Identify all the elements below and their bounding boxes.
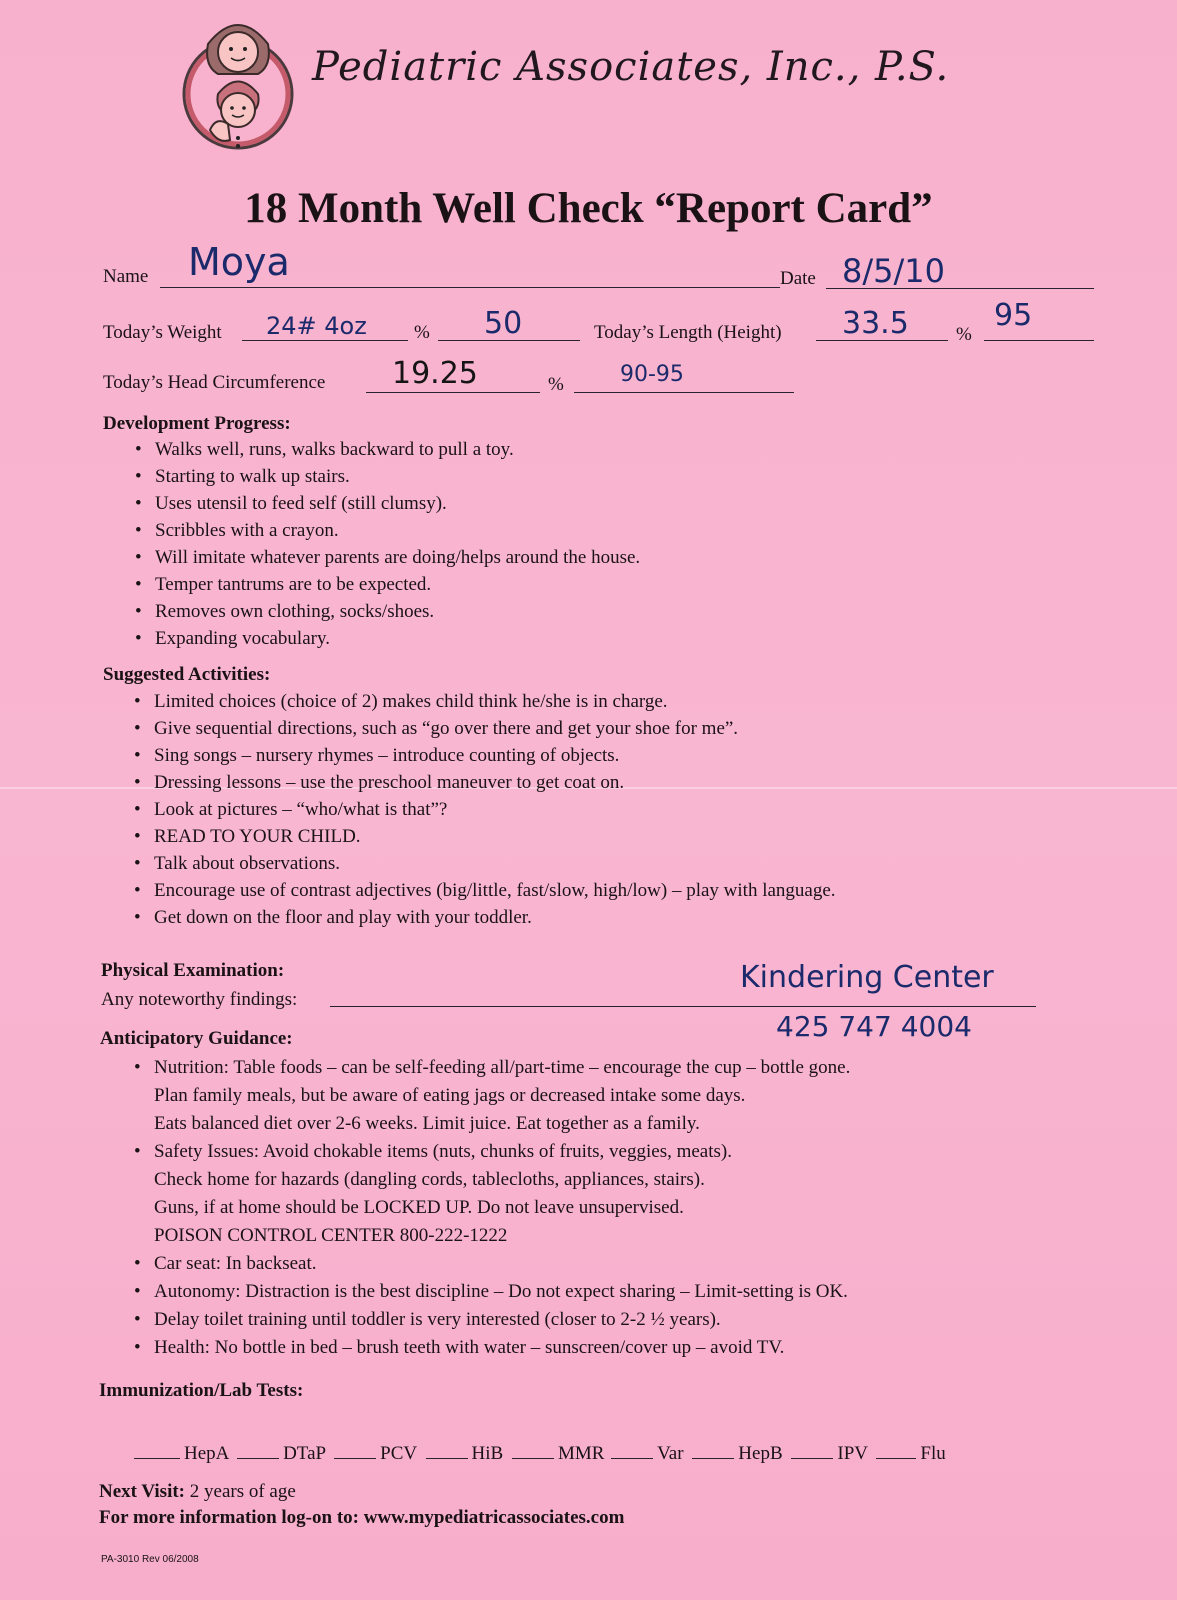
list-item: • Look at pictures – “who/what is that”? [134, 796, 836, 823]
list-item: • Health: No bottle in bed – brush teeth with water – sunscreen/cover up – avoid TV. [134, 1334, 850, 1362]
guidance-heading: Anticipatory Guidance: [100, 1028, 293, 1049]
head-percent-label: % [548, 374, 564, 395]
list-item: • Car seat: In backseat. [134, 1250, 850, 1278]
list-item: • Walks well, runs, walks backward to pull a toy. [135, 436, 640, 463]
name-field[interactable] [160, 287, 780, 288]
safety-line-2: Check home for hazards (dangling cords, tablecloths, appliances, stairs). [154, 1169, 705, 1190]
head-circumference-field[interactable] [366, 392, 540, 393]
hib-label: HiB [471, 1443, 504, 1464]
list-item: • Will imitate whatever parents are doing/helps around the house. [135, 544, 640, 571]
safety-line-1: • Safety Issues: Avoid chokable items (nuts, chunks of fruits, veggies, meats). [154, 1141, 732, 1162]
next-visit-label: Next Visit: [99, 1481, 186, 1502]
list-item: • Temper tantrums are to be expected. [135, 571, 640, 598]
length-label: Today’s Length (Height) [594, 322, 782, 343]
weight-field[interactable] [242, 340, 408, 341]
immunization-row [134, 1440, 946, 1465]
practice-name: Pediatric Associates, Inc., P.S. [312, 44, 950, 90]
list-item: • Give sequential directions, such as “go over there and get your shoe for me”. [134, 715, 836, 742]
name-value: Moya [188, 240, 290, 284]
development-list [135, 436, 640, 652]
head-percentile-field[interactable] [574, 392, 794, 393]
info-line: For more information log-on to: www.mypediatricassociates.com [99, 1507, 625, 1528]
ipv-label: IPV [837, 1443, 868, 1464]
pcv-blank[interactable] [334, 1440, 376, 1459]
weight-percentile-value: 50 [484, 306, 523, 341]
dtap-label: DTaP [283, 1443, 326, 1464]
immunization-heading: Immunization/Lab Tests: [99, 1380, 304, 1401]
list-item: • Talk about observations. [134, 850, 836, 877]
list-item: • Limited choices (choice of 2) makes child think he/she is in charge. [134, 688, 836, 715]
nutrition-line-3: Eats balanced diet over 2-6 weeks. Limit juice. Eat together as a family. [154, 1113, 700, 1134]
list-item: • Encourage use of contrast adjectives (big/little, fast/slow, high/low) – play with language. [134, 877, 836, 904]
next-visit [99, 1481, 296, 1503]
head-percentile-value: 90-95 [620, 362, 684, 387]
length-value: 33.5 [842, 306, 909, 341]
activities-list [134, 688, 836, 931]
var-blank[interactable] [611, 1440, 653, 1459]
nutrition-line-2: Plan family meals, but be aware of eating jags or decreased intake some days. [154, 1085, 746, 1106]
length-percentile-value: 95 [994, 298, 1033, 333]
list-item: • Autonomy: Distraction is the best discipline – Do not expect sharing – Limit-setting is OK. [134, 1278, 850, 1306]
hib-blank[interactable] [426, 1440, 468, 1459]
page-title: 18 Month Well Check “Report Card” [244, 185, 933, 232]
length-percentile-field[interactable] [984, 340, 1094, 341]
physical-heading: Physical Examination: [101, 960, 285, 981]
nutrition-line-1: • Nutrition: Table foods – can be self-feeding all/part-time – encourage the cup – bottle gone. [154, 1057, 851, 1078]
mmr-label: MMR [557, 1443, 605, 1464]
hepb-label: HepB [738, 1443, 783, 1464]
list-item: • Expanding vocabulary. [135, 625, 640, 652]
list-item: • Delay toilet training until toddler is very interested (closer to 2-2 ½ years). [134, 1306, 850, 1334]
list-item: • READ TO YOUR CHILD. [134, 823, 836, 850]
hepa-label: HepA [184, 1443, 229, 1464]
list-item: • Sing songs – nursery rhymes – introduce counting of objects. [134, 742, 836, 769]
hepb-blank[interactable] [692, 1440, 734, 1459]
list-item [134, 1054, 850, 1138]
findings-field[interactable] [330, 1006, 1036, 1007]
name-label: Name [103, 266, 149, 287]
dtap-blank[interactable] [237, 1440, 279, 1459]
mother-child-logo-icon [180, 14, 296, 152]
date-value: 8/5/10 [842, 252, 945, 290]
guidance-list [134, 1054, 850, 1362]
ipv-blank[interactable] [791, 1440, 833, 1459]
list-item: • Dressing lessons – use the preschool maneuver to get coat on. [134, 769, 836, 796]
list-item: • Uses utensil to feed self (still clumsy). [135, 490, 640, 517]
weight-label: Today’s Weight [103, 322, 222, 343]
date-label: Date [780, 268, 816, 289]
hepa-blank[interactable] [134, 1440, 180, 1459]
list-item: • Removes own clothing, socks/shoes. [135, 598, 640, 625]
form-code: PA-3010 Rev 06/2008 [101, 1554, 199, 1565]
length-percent-label: % [956, 324, 972, 345]
safety-line-3: Guns, if at home should be LOCKED UP. Do not leave unsupervised. [154, 1197, 684, 1218]
head-circumference-value: 19.25 [392, 356, 478, 391]
findings-note: Kindering Center [740, 960, 994, 995]
findings-phone: 425 747 4004 [776, 1010, 972, 1043]
mmr-blank[interactable] [512, 1440, 554, 1459]
flu-label: Flu [920, 1443, 946, 1464]
weight-value: 24# 4oz [266, 312, 367, 340]
list-item: • Get down on the floor and play with your toddler. [134, 904, 836, 931]
list-item: • Scribbles with a crayon. [135, 517, 640, 544]
list-item [134, 1138, 850, 1250]
var-label: Var [657, 1443, 684, 1464]
findings-label: Any noteworthy findings: [101, 989, 298, 1010]
safety-line-4: POISON CONTROL CENTER 800-222-1222 [154, 1225, 508, 1246]
head-circumference-label: Today’s Head Circumference [103, 372, 326, 393]
next-visit-value: 2 years of age [189, 1481, 296, 1502]
pcv-label: PCV [380, 1443, 417, 1464]
weight-percent-label: % [414, 322, 430, 343]
list-item: • Starting to walk up stairs. [135, 463, 640, 490]
development-heading: Development Progress: [103, 413, 291, 434]
activities-heading: Suggested Activities: [103, 664, 271, 685]
flu-blank[interactable] [876, 1440, 916, 1459]
